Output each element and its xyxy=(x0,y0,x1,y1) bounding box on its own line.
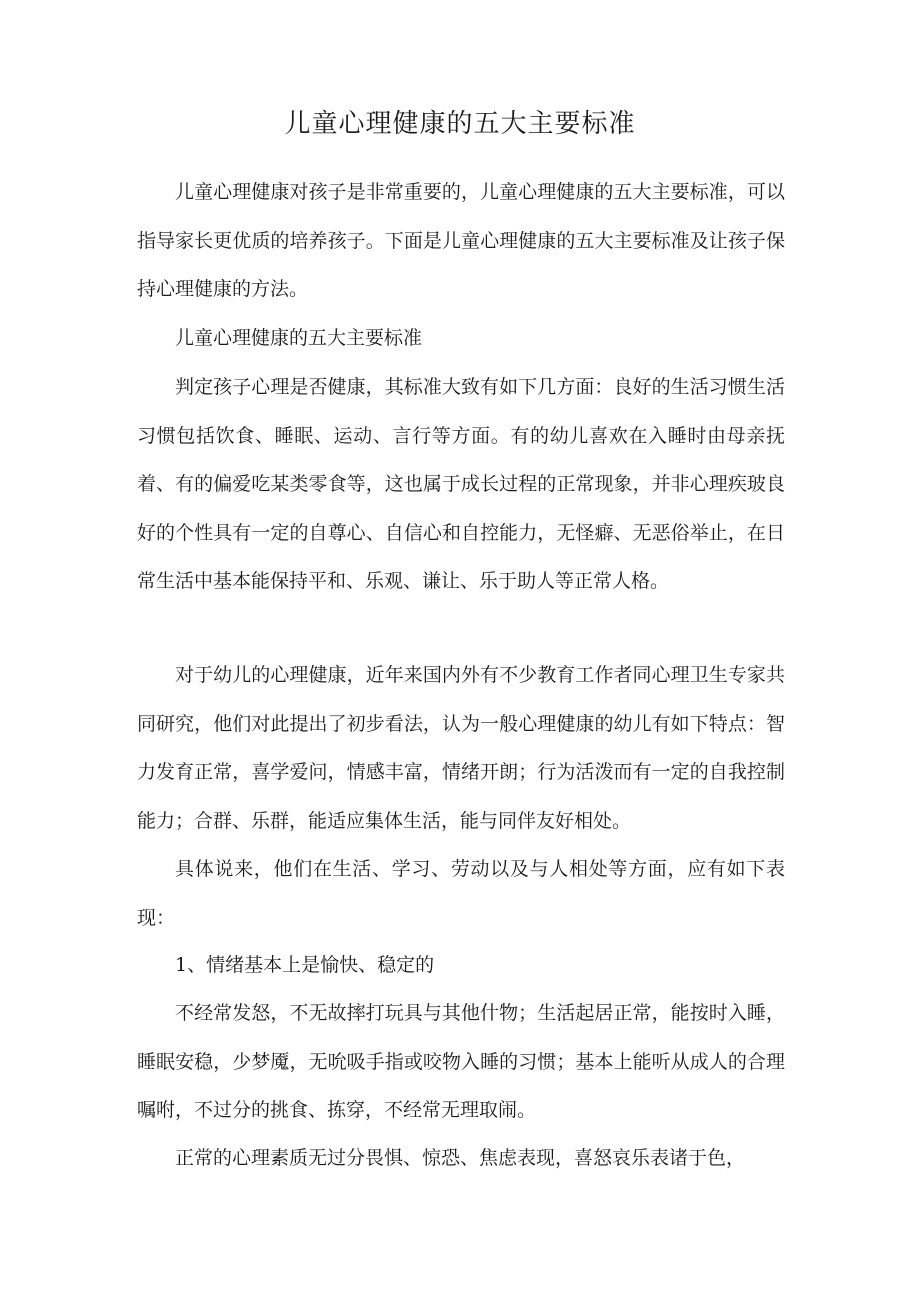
paragraph-point-1-body: 不经常发怒，不无故摔打玩具与其他什物；生活起居正常，能按时入睡，睡眠安稳，少梦魇，无吮吸手指或咬物入睡的习惯；基本上能听从成人的合理嘱咐，不过分的挑食、拣穿，不经常无理取闹。 xyxy=(137,1002,785,1121)
paragraph-subheading: 儿童心理健康的五大主要标准 xyxy=(175,327,423,349)
paragraph-psychology: 正常的心理素质无过分畏惧、惊恐、焦虑表现，喜怒哀乐表诸于色， xyxy=(175,1147,746,1169)
paragraph-intro: 儿童心理健康对孩子是非常重要的，儿童心理健康的五大主要标准，可以指导家长更优质的培养孩子。下面是儿童心理健康的五大主要标准及让孩子保持心理健康的方法。 xyxy=(137,181,785,300)
document-title: 儿童心理健康的五大主要标准 xyxy=(284,109,636,139)
paragraph-specifics: 具体说来，他们在生活、学习、劳动以及与人相处等方面，应有如下表现： xyxy=(137,858,785,929)
paragraph-criteria: 判定孩子心理是否健康，其标准大致有如下几方面：良好的生活习惯生活习惯包括饮食、睡眠、运动、言行等方面。有的幼儿喜欢在入睡时由母亲抚着、有的偏爱吃某类零食等，这也属于成长过程的正常现象，并非心理疾玻良好的个性具有一定的自尊心、自信心和自控能力，无怪癖、无恶俗举止，在日常生活中基本能保持平和、乐观、谦让、乐于助人等正常人格。 xyxy=(137,376,785,592)
paragraph-research: 对于幼儿的心理健康，近年来国内外有不少教育工作者同心理卫生专家共同研究，他们对此提出了初步看法，认为一般心理健康的幼儿有如下特点：智力发育正常，喜学爱问，情感丰富，情绪开朗；行为活泼而有一定的自我控制能力；合群、乐群，能适应集体生活，能与同伴友好相处。 xyxy=(137,664,785,832)
paragraph-point-1-heading: 1、情绪基本上是愉快、稳定的 xyxy=(175,954,435,976)
